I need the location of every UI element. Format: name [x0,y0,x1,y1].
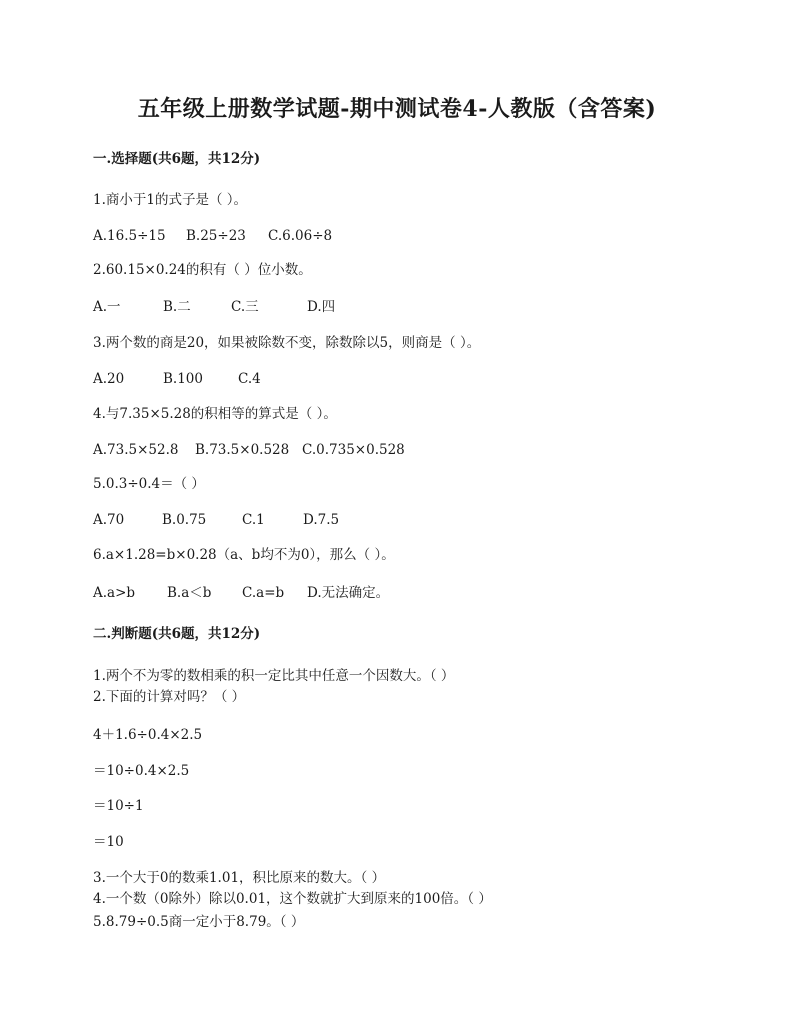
question-5: 5.0.3÷0.4＝（ ） [93,476,205,492]
question-6-options [93,584,389,602]
calc-step-3: ＝10÷1 [93,798,144,814]
option-a: A.70 [93,512,125,528]
question-4: 4.与7.35×5.28的积相等的算式是（ ）。 [93,406,337,422]
question-5-options [93,511,339,529]
option-c: C.1 [242,512,265,528]
question-4-options [93,441,405,459]
option-b: B.二 [163,299,191,315]
option-b: B.25÷23 [186,228,246,244]
question-2: 2.60.15×0.24的积有（ ）位小数。 [93,262,312,278]
page-title: 五年级上册数学试题-期中测试卷4-人教版（含答案) [137,96,657,122]
option-a: A.73.5×52.8 [93,442,179,458]
option-a: A.20 [93,371,125,387]
judgement-question-2: 2.下面的计算对吗？（ ） [93,689,246,705]
option-c: C.4 [238,371,261,387]
question-3: 3.两个数的商是20，如果被除数不变，除数除以5，则商是（ ）。 [93,335,481,351]
calc-step-1: 4＋1.6÷0.4×2.5 [93,727,203,743]
option-d: D.7.5 [303,512,340,528]
option-b: B.a＜b [167,585,212,601]
judgement-question-3: 3.一个大于0的数乘1.01，积比原来的数大。（ ） [93,870,386,886]
question-6: 6.a×1.28=b×0.28（a、b均不为0），那么（ ）。 [93,547,395,563]
option-c: C.6.06÷8 [268,228,333,244]
calc-step-2: ＝10÷0.4×2.5 [93,763,190,779]
judgement-question-1: 1.两个不为零的数相乘的积一定比其中任意一个因数大。（ ） [93,668,455,684]
option-b: B.0.75 [162,512,207,528]
question-1-options [93,227,332,245]
option-d: D.无法确定。 [307,585,390,601]
calc-step-4: ＝10 [93,834,124,850]
section-heading-choice: 一.选择题(共6题，共12分) [93,151,261,167]
option-c: C.a=b [242,585,285,601]
question-3-options [93,370,261,388]
option-a: A.a>b [93,585,136,601]
section-heading-judgement: 二.判断题(共6题，共12分) [93,626,261,642]
option-c: C.三 [231,299,259,315]
judgement-question-5: 5.8.79÷0.5商一定小于8.79。（ ） [93,914,305,930]
option-d: D.四 [307,299,336,315]
option-b: B.73.5×0.528 [195,442,290,458]
judgement-question-4: 4.一个数（0除外）除以0.01，这个数就扩大到原来的100倍。（ ） [93,891,492,907]
option-a: A.16.5÷15 [93,228,166,244]
option-a: A.一 [93,299,121,315]
question-2-options [93,298,335,316]
option-c: C.0.735×0.528 [302,442,405,458]
question-1: 1.商小于1的式子是（ ）。 [93,192,248,208]
option-b: B.100 [163,371,203,387]
